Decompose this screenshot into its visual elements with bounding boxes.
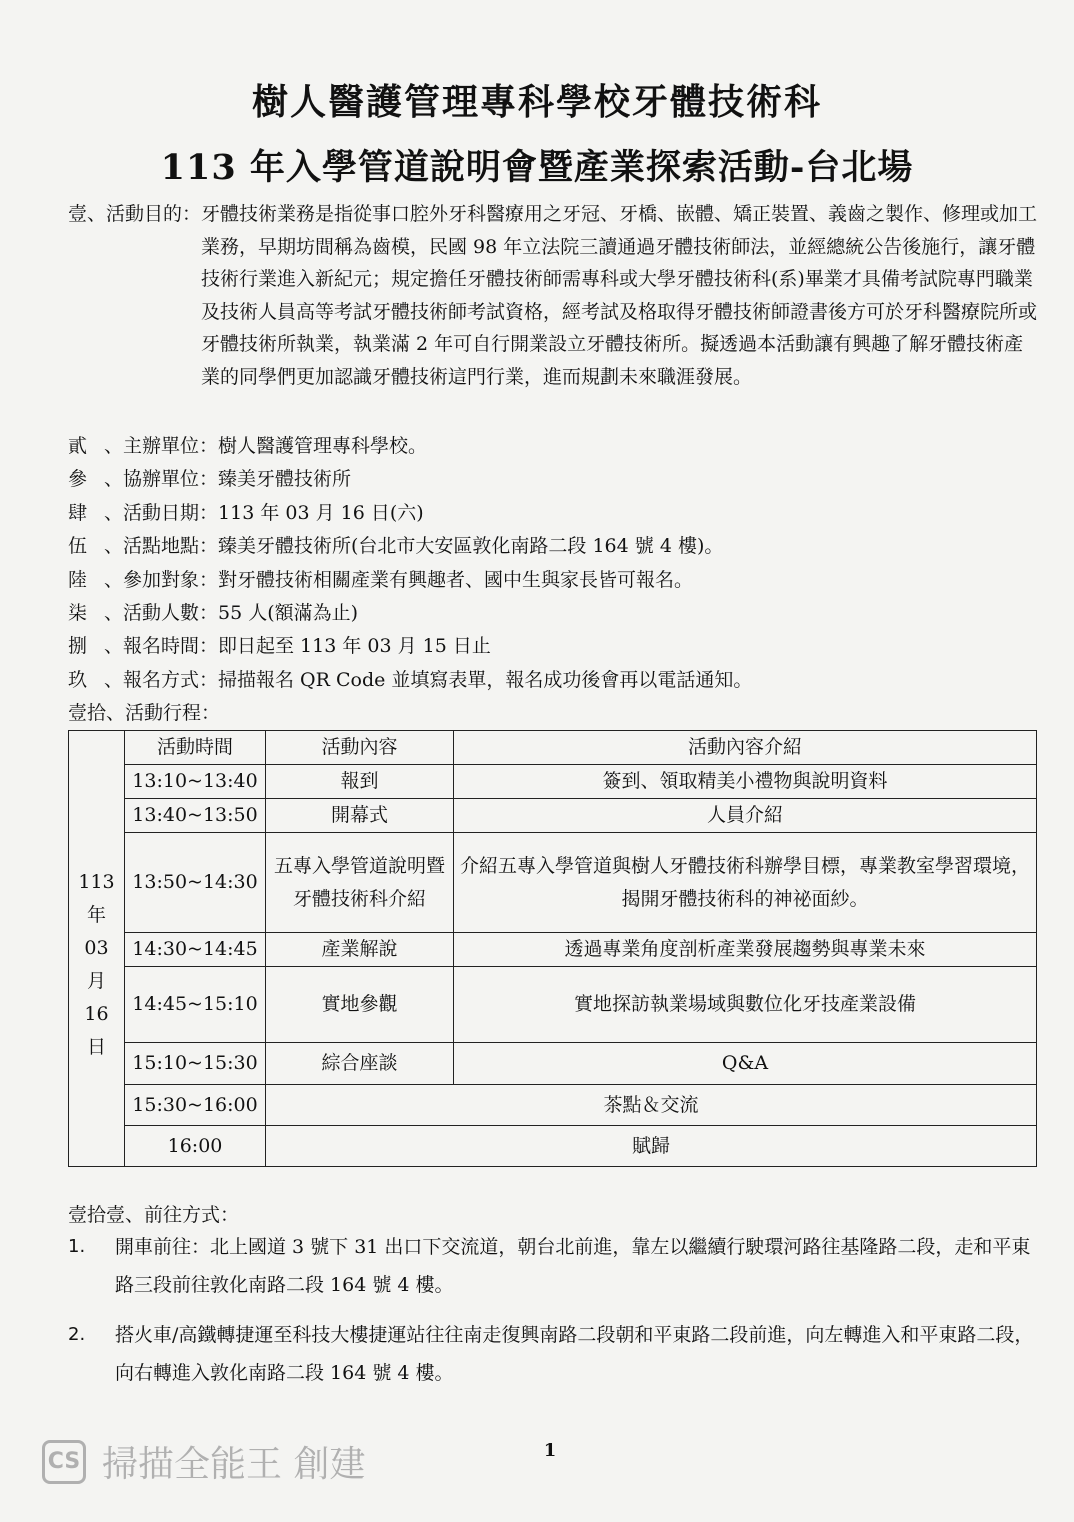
merged-cell: 茶點＆交流	[266, 1085, 1037, 1126]
table-row	[69, 967, 1037, 1043]
time-cell: 13:50~14:30	[125, 833, 266, 933]
item-label: 、報名時間：	[104, 635, 219, 658]
purpose-section	[68, 198, 1038, 393]
time-cell: 15:10~15:30	[125, 1043, 266, 1085]
item-label: 、協辦單位：	[104, 468, 219, 491]
date-part: 03	[84, 937, 109, 960]
table-row	[69, 833, 1037, 933]
info-item-registration-method	[68, 664, 1038, 697]
content-cell: 實地參觀	[266, 967, 454, 1043]
date-part: 113	[78, 871, 115, 894]
info-item-co-organizer	[68, 463, 1038, 496]
desc-cell: 介紹五專入學管道與樹人牙體技術科辦學目標，專業教室學習環境，揭開牙體技術科的神祕面紗。	[454, 833, 1037, 933]
table-row	[69, 933, 1037, 967]
travel-item-number: 2.	[68, 1324, 86, 1345]
time-cell: 15:30~16:00	[125, 1085, 266, 1126]
item-label: 、活動日期：	[104, 501, 219, 524]
item-label: 、主辦單位：	[104, 435, 219, 457]
table-row	[69, 1085, 1037, 1126]
schedule-table	[68, 730, 1037, 1167]
date-part: 月	[86, 970, 106, 993]
desc-cell: 實地探訪執業場域與數位化牙技產業設備	[454, 967, 1037, 1043]
content-cell: 報到	[266, 765, 454, 799]
table-row	[69, 765, 1037, 799]
time-cell: 14:45~15:10	[125, 967, 266, 1043]
travel-item-number: 1.	[68, 1236, 86, 1257]
desc-cell: 人員介紹	[454, 799, 1037, 833]
item-label: 、活動人數：	[104, 601, 219, 624]
date-cell	[69, 765, 125, 1167]
desc-cell: 簽到、領取精美小禮物與說明資料	[454, 765, 1037, 799]
travel-title: 壹拾壹、前往方式：	[68, 1204, 240, 1226]
scanner-watermark	[42, 1436, 365, 1487]
info-item-organizer	[68, 430, 1038, 463]
item-label: 、活點地點：	[104, 535, 219, 558]
purpose-label: 壹、活動目的：	[68, 203, 202, 225]
content-cell: 產業解說	[266, 933, 454, 967]
date-part: 日	[86, 1036, 106, 1059]
item-value: 臻美牙體技術所(台北市大安區敦化南路二段 164 號 4 樓)。	[218, 535, 724, 558]
merged-cell: 賦歸	[266, 1126, 1037, 1167]
item-value: 掃描報名 QR Code 並填寫表單，報名成功後會再以電話通知。	[218, 668, 753, 691]
table-row	[69, 1043, 1037, 1085]
time-cell: 14:30~14:45	[125, 933, 266, 967]
item-value: 113 年 03 月 16 日(六)	[218, 501, 424, 524]
item-label: 、參加對象：	[104, 568, 219, 591]
item-number: 陸	[68, 568, 88, 591]
content-cell: 開幕式	[266, 799, 454, 833]
info-item-date	[68, 497, 1038, 530]
info-item-capacity	[68, 597, 1038, 630]
time-cell: 13:10~13:40	[125, 765, 266, 799]
info-item-registration-period	[68, 630, 1038, 663]
item-number: 伍	[68, 535, 88, 558]
item-number: 貳	[68, 435, 88, 457]
item-number: 參	[68, 468, 88, 491]
document-title: 樹人醫護管理專科學校牙體技術科	[251, 81, 822, 123]
date-part: 年	[86, 904, 106, 927]
info-item-audience	[68, 564, 1038, 597]
camscanner-logo-icon: CS	[42, 1440, 86, 1484]
travel-item-car	[68, 1228, 1038, 1304]
purpose-text: 牙體技術業務是指從事口腔外牙科醫療用之牙冠、牙橋、嵌體、矯正裝置、義齒之製作、修理或加工業務，早期坊間稱為齒模，民國 98 年立法院三讀通過牙體技術師法，並經總統公告後施行，讓牙體技術行業進入新紀元；規定擔任牙體技術師需專科或大學牙體技術科(系)畢業才具備考試院專門職業及技術人員高等考試牙體技術師考試資格，經考試及格取得牙體技術師證書後方可於牙科醫療院所或牙體技術所執業，執業滿 2 年可自行開業設立牙體技術所。擬透過本活動讓有興趣了解牙體技術產業的同學們更加認識牙體技術這門行業，進而規劃未來職涯發展。	[201, 203, 1038, 388]
item-value: 對牙體技術相關產業有興趣者、國中生與家長皆可報名。	[218, 568, 694, 591]
item-number: 肆	[68, 501, 88, 524]
item-number: 柒	[68, 601, 88, 624]
page-number: 1	[543, 1440, 557, 1461]
table-header-row	[69, 731, 1037, 765]
header-cell: 活動時間	[125, 731, 266, 765]
item-value: 55 人(額滿為止)	[218, 601, 359, 624]
header-cell: 活動內容介紹	[454, 731, 1037, 765]
info-list	[68, 430, 1038, 697]
item-value: 即日起至 113 年 03 月 15 日止	[218, 635, 491, 658]
time-cell: 16:00	[125, 1126, 266, 1167]
desc-cell: Q&A	[454, 1043, 1037, 1085]
content-cell: 綜合座談	[266, 1043, 454, 1085]
watermark-text: 掃描全能王 創建	[102, 1444, 366, 1485]
content-cell: 五專入學管道說明暨牙體技術科介紹	[266, 833, 454, 933]
schedule-title: 壹拾、活動行程：	[68, 702, 221, 724]
travel-list	[68, 1228, 1038, 1392]
table-row	[69, 799, 1037, 833]
item-label: 、報名方式：	[104, 668, 219, 691]
header-cell: 活動內容	[266, 731, 454, 765]
travel-item-text: 開車前往：北上國道 3 號下 31 出口下交流道，朝台北前進，靠左以繼續行駛環河路往基隆路二段，走和平東路三段前往敦化南路二段 164 號 4 樓。	[115, 1236, 1031, 1296]
table-row	[69, 1126, 1037, 1167]
travel-item-train	[68, 1316, 1038, 1392]
item-value: 臻美牙體技術所	[218, 468, 352, 491]
item-value: 樹人醫護管理專科學校。	[218, 435, 428, 457]
travel-item-text: 搭火車/高鐵轉捷運至科技大樓捷運站往往南走復興南路二段朝和平東路二段前進，向左轉進入和平東路二段，向右轉進入敦化南路二段 164 號 4 樓。	[115, 1324, 1034, 1384]
item-number: 玖	[68, 668, 88, 691]
time-cell: 13:40~13:50	[125, 799, 266, 833]
info-item-location	[68, 530, 1038, 563]
desc-cell: 透過專業角度剖析產業發展趨勢與專業未來	[454, 933, 1037, 967]
document-subtitle: 113 年入學管道說明會暨產業探索活動-台北場	[160, 147, 914, 188]
item-number: 捌	[68, 635, 88, 658]
date-part: 16	[84, 1003, 109, 1026]
table-corner-cell	[69, 731, 125, 765]
